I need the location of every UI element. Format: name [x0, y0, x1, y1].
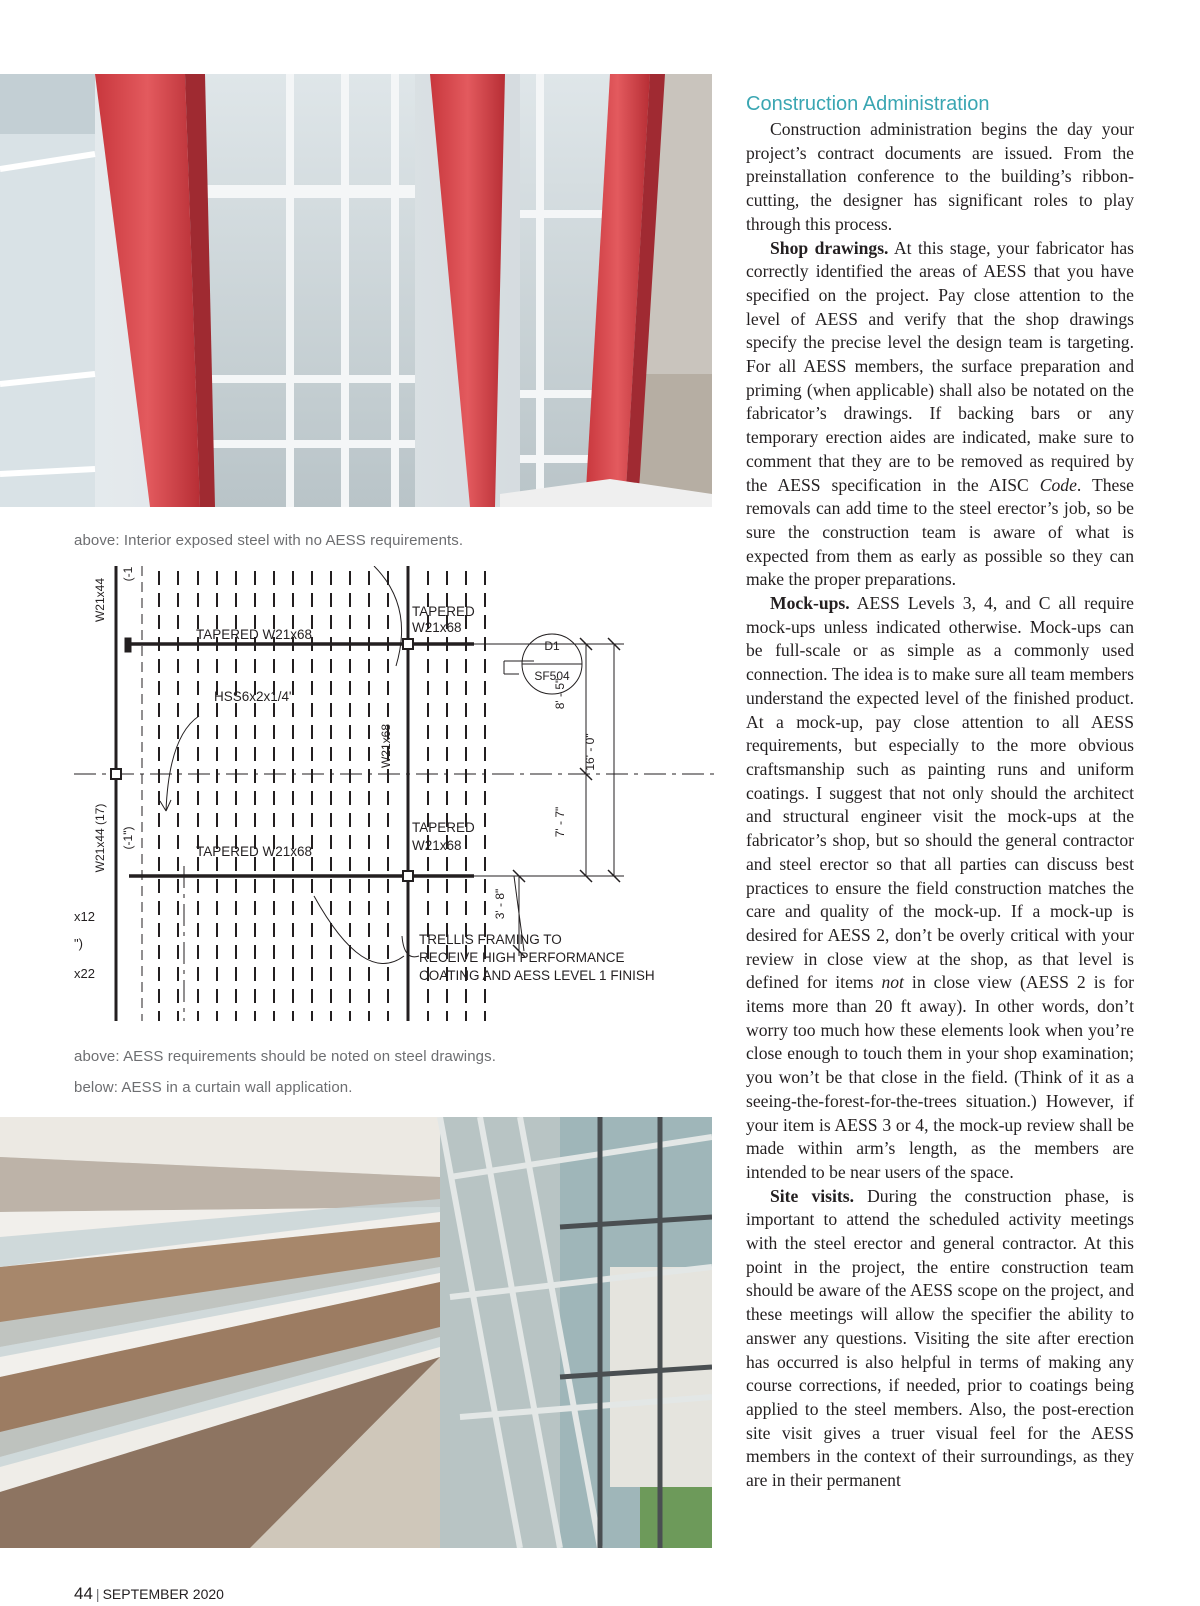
label-detail-ref: D1	[544, 639, 560, 653]
label-tapered-bottom-right-2: W21x68	[412, 838, 462, 853]
label-dim-3-8: 3' - 8"	[493, 888, 507, 920]
label-minus1-bottom: (-1")	[121, 826, 135, 850]
note-line-1: TRELLIS FRAMING TO	[419, 932, 562, 947]
issue-date: SEPTEMBER 2020	[102, 1586, 224, 1602]
label-w21x68-vertical: W21x68	[379, 723, 393, 769]
curtain-wall-atrium-photo	[0, 1117, 712, 1548]
shop-drawings-text-b: . These removals can add time to the steel erector’s job, so be sure the construction team is aware of what is expected from them as early as possible so they can make the proper preparations.	[746, 474, 1134, 590]
label-dim-8-5: 8' - 5"	[553, 678, 567, 710]
steel-framing-drawing	[74, 566, 714, 1021]
drawing-caption: above: AESS requirements should be noted on steel drawings.	[74, 1048, 496, 1065]
label-sheet-ref: SF504	[534, 669, 570, 683]
run-in-site-visits: Site visits.	[770, 1185, 854, 1206]
section-heading: Construction Administration	[746, 93, 990, 115]
label-dim-7-7: 7' - 7"	[553, 806, 567, 838]
code-italic: Code	[1039, 474, 1077, 495]
label-tapered-bottom-right-1: TAPERED	[412, 820, 475, 835]
not-italic: not	[881, 972, 904, 993]
paragraph-shop-drawings	[746, 237, 1134, 593]
run-in-shop-drawings: Shop drawings.	[770, 237, 889, 258]
run-in-mock-ups: Mock-ups.	[770, 593, 850, 614]
page-footer	[74, 1584, 224, 1604]
footer-separator: |	[95, 1586, 100, 1602]
label-tapered-top-left: TAPERED W21x68	[196, 627, 313, 642]
page-number: 44	[74, 1584, 93, 1603]
paragraph-mock-ups	[746, 592, 1134, 1185]
label-tapered-top-right-2: W21x68	[412, 620, 462, 635]
note-line-3: COATING AND AESS LEVEL 1 FINISH	[419, 968, 655, 983]
label-tapered-top-right-1: TAPERED	[412, 604, 475, 619]
paragraph-site-visits	[746, 1185, 1134, 1493]
note-line-2: RECEIVE HIGH PERFORMANCE	[419, 950, 625, 965]
label-paren-quote: ")	[74, 936, 83, 951]
mock-ups-text-a: AESS Levels 3, 4, and C all require mock-ups unless indicated otherwise. Mock-ups can be full-scale or as simple as a commonly used connection. The idea is to make sure all team members understand the expected level of the finished product. At a mock-up, pay close attention to all AESS requirements, but especially to the more obvious craftsmanship such as painting runs and uniform coatings. I suggest that not only should the architect and structural engineer visit the mock-ups at the fabricator’s shop, but so should the general contractor and steel erector so that all parties can discuss best practices to ensure the field construction matches the care and quality of the mock-up. If a mock-up is desired for AESS 2, don’t be overly critical with your review in close view at the shop, as that level is defined for items	[746, 593, 1134, 993]
label-minus1-top: (-1	[121, 566, 135, 582]
top-photo-caption: above: Interior exposed steel with no AESS requirements.	[74, 532, 464, 549]
bottom-photo-caption: below: AESS in a curtain wall application.	[74, 1079, 353, 1096]
label-tapered-bottom-left: TAPERED W21x68	[196, 844, 313, 859]
mock-ups-text-b: in close view (AESS 2 is for items more than 20 ft away). In other words, don’t worry too much how these elements look when you’re close enough to touch them in your shop examination; you won’t be that close in the field. (Think of it as a seeing-the-forest-for-the-trees situation.) However, if your item is AESS 3 or 4, the mock-up review shall be made within arm’s length, as the members are intended to be near users of the space.	[746, 972, 1134, 1182]
label-x22: x22	[74, 966, 95, 981]
label-w21x44-top: W21x44	[93, 577, 107, 623]
label-w21x44-17: W21x44 (17)	[93, 803, 107, 873]
label-x12: x12	[74, 909, 95, 924]
label-dim-16-0: 16' - 0"	[583, 733, 597, 771]
paragraph-intro: Construction administration begins the day your project’s contract documents are issued. From the preinstallation conference to the building’s ribbon-cutting, the designer has significant roles to play through this process.	[746, 119, 1134, 234]
label-hss: HSS6x2x1/4"	[214, 689, 294, 704]
interior-exposed-steel-photo	[0, 74, 712, 507]
article-column	[746, 92, 1134, 1493]
site-visits-text: During the construction phase, is important to attend the scheduled activity meetings with the steel erector and general contractor. At this point in the project, the entire construction team should be aware of the AESS scope on the project, and these meetings will allow the specifier the ability to answer any questions. Visiting the site after erection has occurred is also helpful in terms of making any course corrections, if needed, prior to coatings being applied to the steel members. Also, the post-erection site visit gives a truer visual feel for the AESS members in the context of their surroundings, as they are in their permanent	[746, 1185, 1135, 1491]
shop-drawings-text-a: At this stage, your fabricator has correctly identified the areas of AESS that you have specified on the project. Pay close attention to the level of AESS and verify that the shop drawings specify the precise level the design team is targeting. For all AESS members, the surface preparation and priming (when applicable) shall also be notated on the fabricator’s drawings. If backing bars or any temporary erection aides are indicated, make sure to comment that they are to be removed as required by the AESS specification in the AISC	[746, 237, 1134, 495]
